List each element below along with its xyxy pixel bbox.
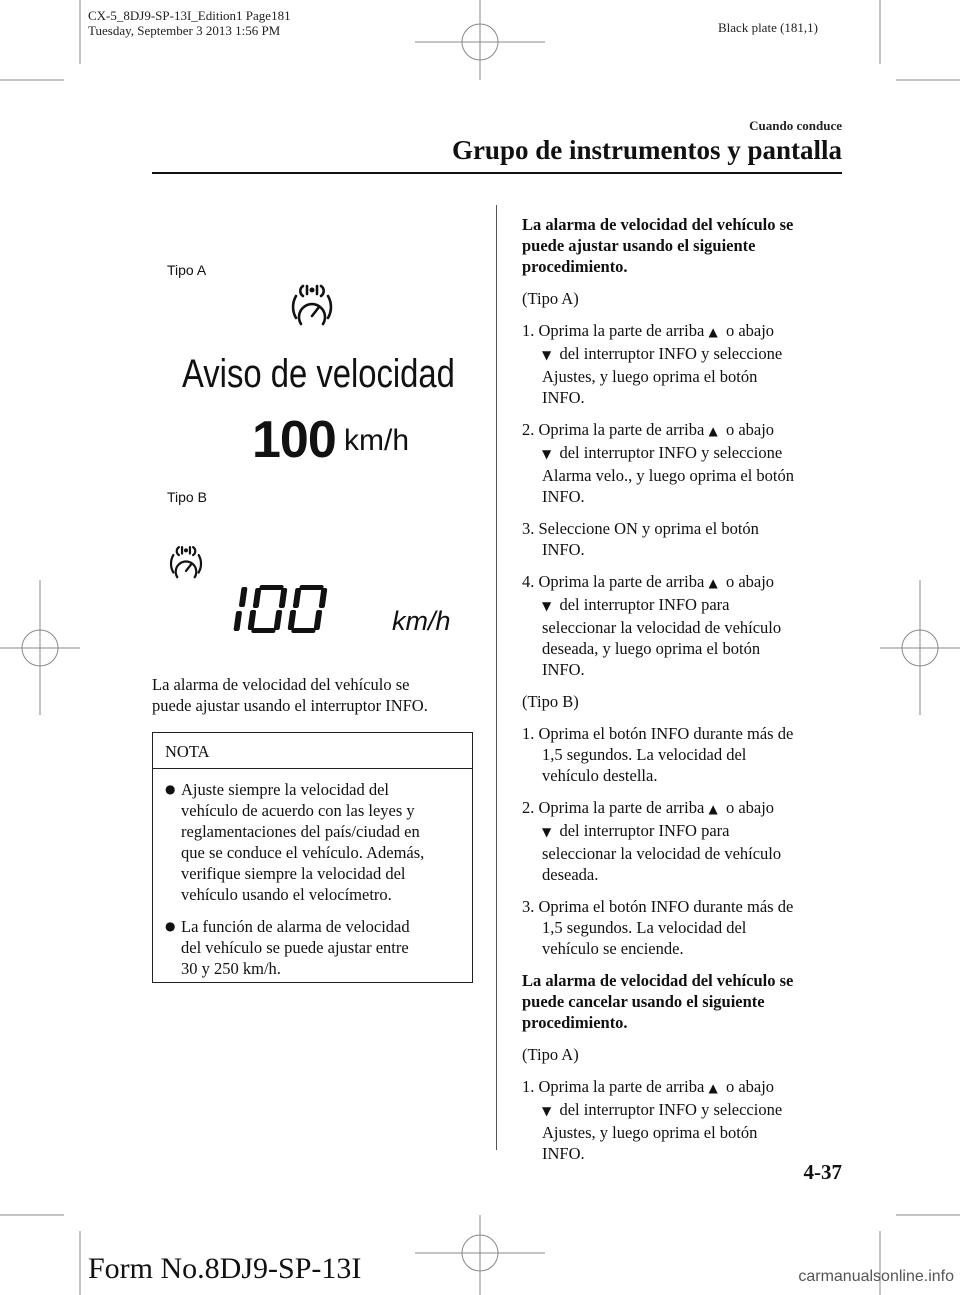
bullet-icon: ● (165, 782, 176, 796)
list-item: ● La función de alarma de velocidad del vehículo se puede ajustar entre 30 y 250 km/h. (165, 917, 410, 978)
down-arrow-icon: ▼ (542, 1104, 552, 1118)
setting-heading: La alarma de velocidad del vehículo se puede ajustar usando el siguiente procedimiento. (522, 215, 794, 276)
tipo-a-speed-unit: km/h (344, 424, 410, 457)
tipo-a-speed-value: 100 (252, 411, 336, 469)
plate-info-right: Black plate (181,1) (718, 20, 818, 35)
step-a3: 3. Seleccione ON y oprima el botón INFO. (522, 519, 759, 559)
form-number: Form No.8DJ9-SP-13I (88, 1252, 362, 1285)
tipo-b-segment-display (228, 584, 328, 634)
note-title: NOTA (153, 733, 472, 769)
down-arrow-icon: ▼ (542, 599, 552, 613)
intro-paragraph: La alarma de velocidad del vehículo se puede ajustar usando el interruptor INFO. (152, 675, 428, 715)
up-arrow-icon: ▲ (708, 325, 718, 339)
page-title: Grupo de instrumentos y pantalla (451, 135, 842, 165)
plate-file-name: CX-5_8DJ9-SP-13I_Edition1 Page181 (88, 8, 291, 23)
column-divider (496, 205, 497, 1150)
up-arrow-icon: ▲ (708, 424, 718, 438)
watermark: carmanualsonline.info (798, 1268, 954, 1285)
plate-info-left (88, 8, 291, 38)
step-b1: 1. Oprima el botón INFO durante más de 1,5 segundos. La velocidad del vehículo destella. (522, 724, 794, 785)
step-b2: 2. Oprima la parte de arriba ▲ o abajo ▼ del interruptor INFO para seleccionar la velocidad de vehículo deseada. (522, 798, 782, 884)
section-name: Cuando conduce (749, 118, 842, 133)
up-arrow-icon: ▲ (708, 576, 718, 590)
note-box (152, 732, 473, 983)
tipo-b-heading: (Tipo B) (522, 692, 579, 711)
tipo-a-heading: (Tipo A) (522, 289, 579, 308)
up-arrow-icon: ▲ (708, 1081, 718, 1095)
bullet-icon: ● (165, 919, 176, 933)
tipo-b-label: Tipo B (167, 489, 207, 505)
speed-alarm-icon (168, 544, 204, 582)
speed-warning-message: Aviso de velocidad (182, 352, 455, 396)
step-a2: 2. Oprima la parte de arriba ▲ o abajo ▼ del interruptor INFO y seleccione Alarma velo., y luego oprima el botón INFO. (522, 420, 795, 506)
tipo-a-cancel-heading: (Tipo A) (522, 1045, 579, 1064)
cancel-heading: La alarma de velocidad del vehículo se puede cancelar usando el siguiente procedimiento. (522, 971, 794, 1032)
plate-timestamp: Tuesday, September 3 2013 1:56 PM (88, 23, 281, 38)
step-b3: 3. Oprima el botón INFO durante más de 1,5 segundos. La velocidad del vehículo se enciende. (522, 897, 794, 958)
right-column (522, 214, 852, 1164)
header-rule (152, 172, 842, 174)
tipo-b-speed-unit: km/h (392, 606, 451, 636)
step-a4: 4. Oprima la parte de arriba ▲ o abajo ▼ del interruptor INFO para seleccionar la velocidad de vehículo deseada, y luego oprima el botón INFO. (522, 572, 782, 679)
step-c1: 1. Oprima la parte de arriba ▲ o abajo ▼ del interruptor INFO y seleccione Ajustes, y luego oprima el botón INFO. (522, 1077, 783, 1163)
down-arrow-icon: ▼ (542, 348, 552, 362)
up-arrow-icon: ▲ (708, 802, 718, 816)
down-arrow-icon: ▼ (542, 447, 552, 461)
list-item: ● Ajuste siempre la velocidad del vehículo de acuerdo con las leyes y reglamentaciones del país/ciudad en que se conduce el vehículo. Además, verifique siempre la velocidad del vehículo usando el velocímetro. (165, 780, 425, 904)
step-a1: 1. Oprima la parte de arriba ▲ o abajo ▼ del interruptor INFO y seleccione Ajustes, y luego oprima el botón INFO. (522, 321, 783, 407)
down-arrow-icon: ▼ (542, 825, 552, 839)
tipo-a-label: Tipo A (167, 262, 207, 278)
speed-alarm-icon (290, 282, 334, 330)
note-list (165, 779, 424, 979)
page-number: 4-37 (803, 1160, 842, 1184)
